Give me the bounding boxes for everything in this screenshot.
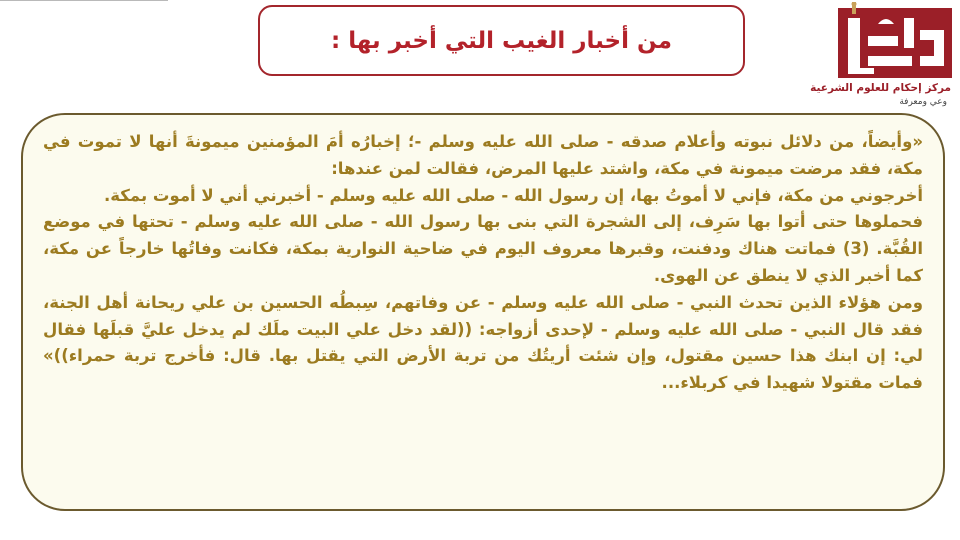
content-paragraph-4: ومن هؤلاء الذين تحدث النبي - صلى الله عليه وسلم - عن وفاتهم، سِبطُه الحسين بن علي ريحانة أهل الجنة، فقد قال النبي - صلى الله عليه وسلم - لإحدى أزواجه: ((لقد دخل علي البيت ملَك لم يدخل عليَّ قبلَها فقال لي: إن ابنك هذا حسين مقتول، وإن شئت أريتُك من تربة الأرض التي يقتل بها. قال: فأخرج تربة حمراء))» فمات مقتولا شهيدا في كربلاء...: [43, 292, 923, 393]
slide-title: من أخبار الغيب التي أخبر بها :: [331, 27, 672, 54]
logo-org-name: مركز إحكام للعلوم الشرعية: [810, 82, 951, 94]
content-paragraph-1: «وأيضاً، من دلائل نبوته وأعلام صدقه - صلى الله عليه وسلم -؛ إخبارُه أمَ المؤمنين ميمونةَ أنها لا تموت في مكة، فقد مرضت ميمونة في مكة، واشتد عليها المرض، فقالت لمن عندها:: [43, 132, 923, 178]
title-box: [258, 5, 745, 76]
content-panel: [21, 113, 945, 511]
content-paragraph-2: أخرجوني من مكة، فإني لا أموتُ بها، إن رسول الله - صلى الله عليه وسلم - أخبرني أني لا أموت بمكة.: [104, 185, 923, 205]
brand-logo: [810, 2, 957, 110]
content-paragraph-3: فحملوها حتى أتوا بها سَرِف، إلى الشجرة التي بنى بها رسول الله - صلى الله عليه وسلم - تحتها في موضع القُبَّة. (3) فماتت هناك ودفنت، وقبرها معروف اليوم في ضاحية النوارية بمكة، فكانت وفاتُها خارجاً عن مكة، كما أخبر الذي لا ينطق عن الهوى.: [43, 212, 923, 285]
logo-mark-icon: [838, 2, 952, 78]
content-body: [43, 129, 923, 397]
top-divider-line: [0, 0, 168, 1]
logo-tagline: وعي ومعرفة: [899, 97, 947, 107]
